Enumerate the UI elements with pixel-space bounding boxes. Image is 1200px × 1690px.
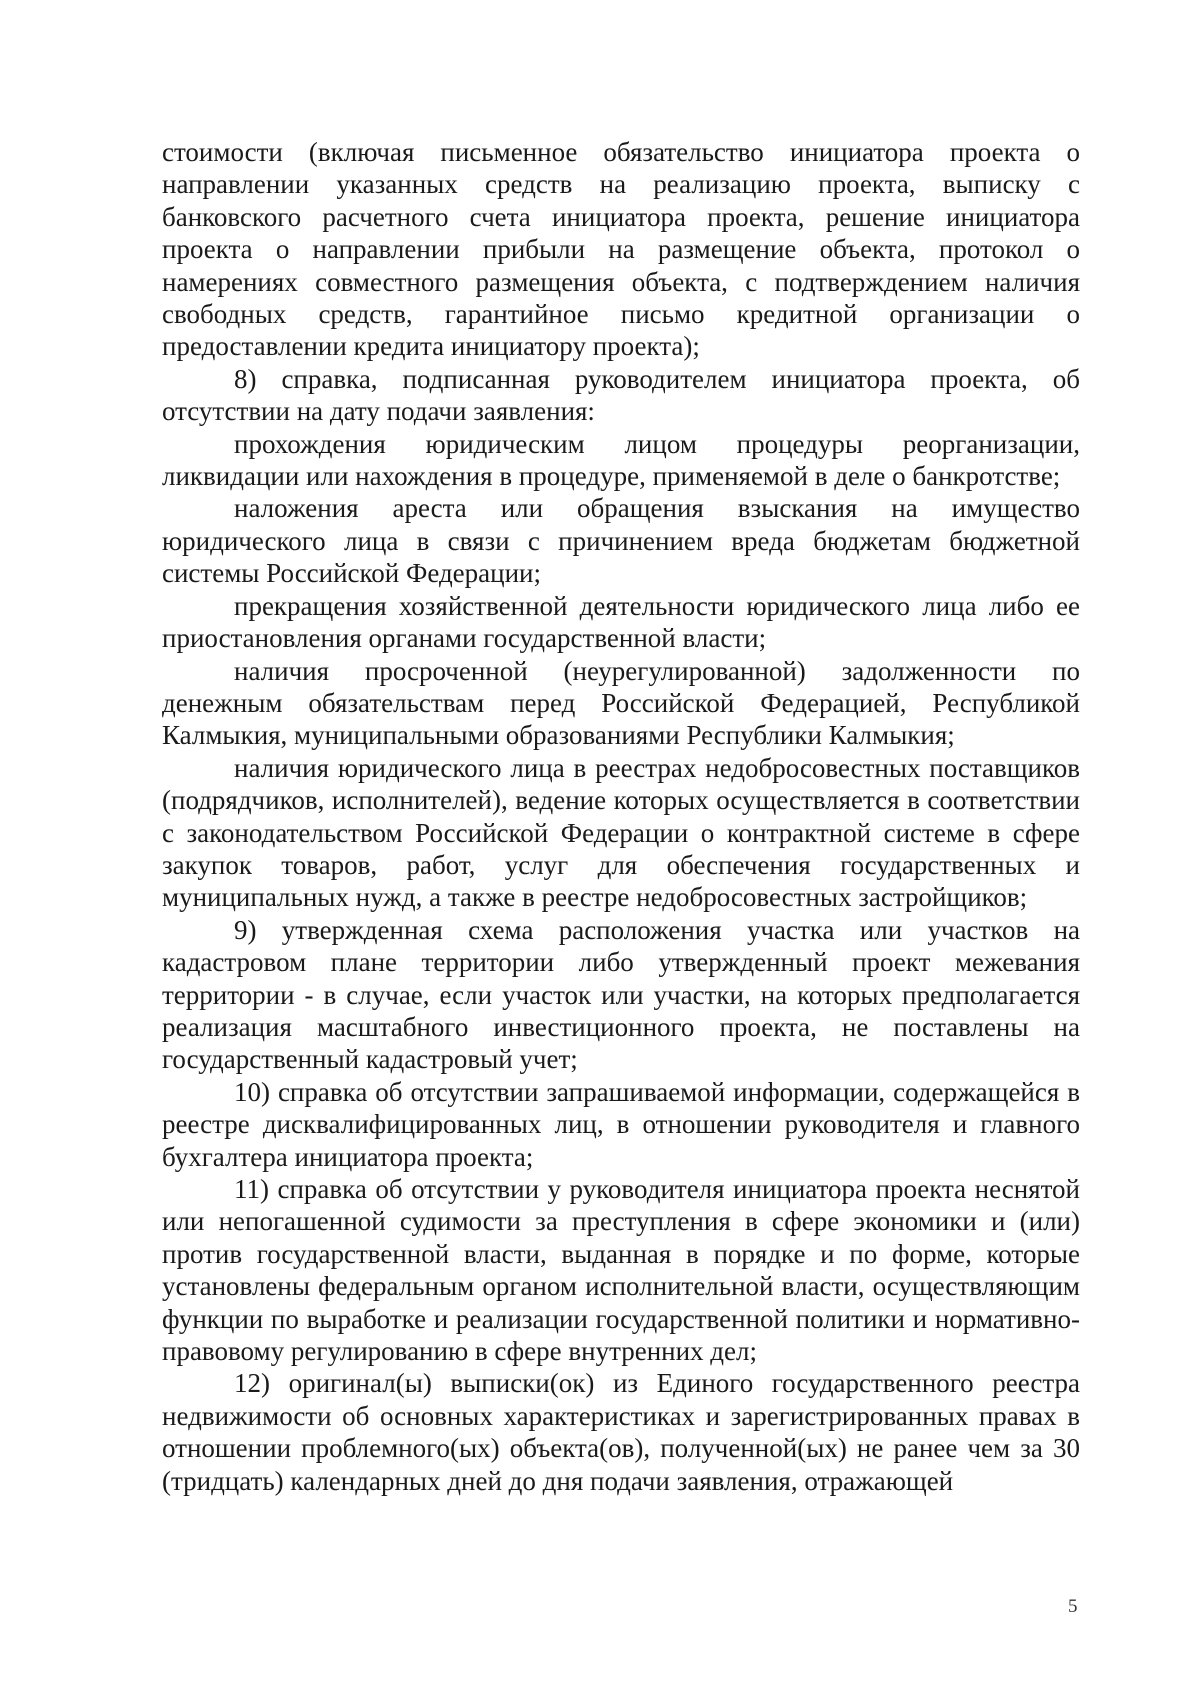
document-body xyxy=(162,136,1080,1497)
paragraph-item-10: 10) справка об отсутствии запрашиваемой информации, содержащейся в реестре дисквалифицированных лиц, в отношении руководителя и главного бухгалтера инициатора проекта; xyxy=(162,1076,1080,1172)
paragraph-registry: наличия юридического лица в реестрах недобросовестных поставщиков (подрядчиков, исполнителей), ведение которых осуществляется в соответствии с законодательством Российской Федерации о контрактной системе в сфере закупок товаров, работ, услуг для обеспечения государственных и муниципальных нужд, а также в реестре недобросовестных застройщиков; xyxy=(162,752,1080,913)
paragraph-item-12: 12) оригинал(ы) выписки(ок) из Единого государственного реестра недвижимости об основных характеристиках и зарегистрированных правах в отношении проблемного(ых) объекта(ов), полученной(ых) не ранее чем за 30 (тридцать) календарных дней до дня подачи заявления, отражающей xyxy=(162,1368,1080,1496)
paragraph-item-8: 8) справка, подписанная руководителем инициатора проекта, об отсутствии на дату подачи заявления: xyxy=(162,363,1080,427)
paragraph-arrest: наложения ареста или обращения взыскания на имущество юридического лица в связи с причинением вреда бюджетам бюджетной системы Российской Федерации; xyxy=(162,493,1080,589)
paragraph-item-11: 11) справка об отсутствии у руководителя инициатора проекта неснятой или непогашенной судимости за преступления в сфере экономики и (или) против государственной власти, выданная в порядке и по форме, которые установлены федеральным органом исполнительной власти, осуществляющим функции по выработке и реализации государственной политики и нормативно-правовому регулированию в сфере внутренних дел; xyxy=(162,1174,1080,1367)
page-number: 5 xyxy=(1068,1596,1078,1617)
paragraph-termination: прекращения хозяйственной деятельности юридического лица либо ее приостановления органами государственной власти; xyxy=(162,590,1080,654)
paragraph-item-9: 9) утвержденная схема расположения участка или участков на кадастровом плане территории либо утвержденный проект межевания территории - в случае, если участок или участки, на которых предполагается реализация масштабного инвестиционного проекта, не поставлены на государственный кадастровый учет; xyxy=(162,914,1080,1075)
paragraph-debt: наличия просроченной (неурегулированной) задолженности по денежным обязательствам перед Российской Федерацией, Республикой Калмыкия, муниципальными образованиями Республики Калмыкия; xyxy=(162,655,1080,751)
paragraph-cost-documents: стоимости (включая письменное обязательство инициатора проекта о направлении указанных средств на реализацию проекта, выписку с банковского расчетного счета инициатора проекта, решение инициатора проекта о направлении прибыли на размещение объекта, протокол о намерениях совместного размещения объекта, с подтверждением наличия свободных средств, гарантийное письмо кредитной организации о предоставлении кредита инициатору проекта); xyxy=(162,137,1080,362)
paragraph-reorganization: прохождения юридическим лицом процедуры реорганизации, ликвидации или нахождения в процедуре, применяемой в деле о банкротстве; xyxy=(162,428,1080,492)
